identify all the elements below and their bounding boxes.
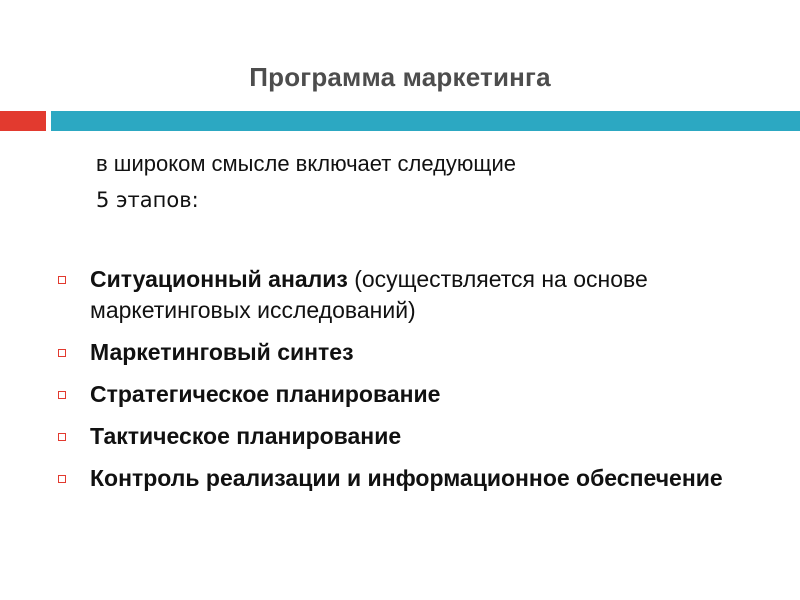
square-bullet-icon <box>58 391 66 399</box>
square-bullet-icon <box>58 349 66 357</box>
list-item <box>58 337 758 368</box>
slide-title: Программа маркетинга <box>249 62 551 92</box>
intro-line-2: 5 этапов: <box>96 188 199 212</box>
accent-bar-teal <box>51 111 800 131</box>
square-bullet-icon <box>58 276 66 284</box>
list-item <box>58 421 758 452</box>
list-item <box>58 264 758 326</box>
stages-list <box>58 264 758 505</box>
list-item-bold: Ситуационный анализ <box>90 266 348 292</box>
square-bullet-icon <box>58 475 66 483</box>
list-item <box>58 463 758 494</box>
list-item-bold: Контроль реализации и информационное обеспечение <box>90 465 723 491</box>
list-item-bold: Маркетинговый синтез <box>90 339 354 365</box>
list-item-rest: (осуществляется на основе маркетинговых исследований) <box>90 266 648 323</box>
list-item-bold: Тактическое планирование <box>90 423 402 449</box>
intro-text <box>96 146 736 218</box>
accent-bar-red <box>0 111 46 131</box>
square-bullet-icon <box>58 433 66 441</box>
list-item-bold: Стратегическое планирование <box>90 381 441 407</box>
list-item <box>58 379 758 410</box>
intro-line-1: в широком смысле включает следующие <box>96 151 517 176</box>
